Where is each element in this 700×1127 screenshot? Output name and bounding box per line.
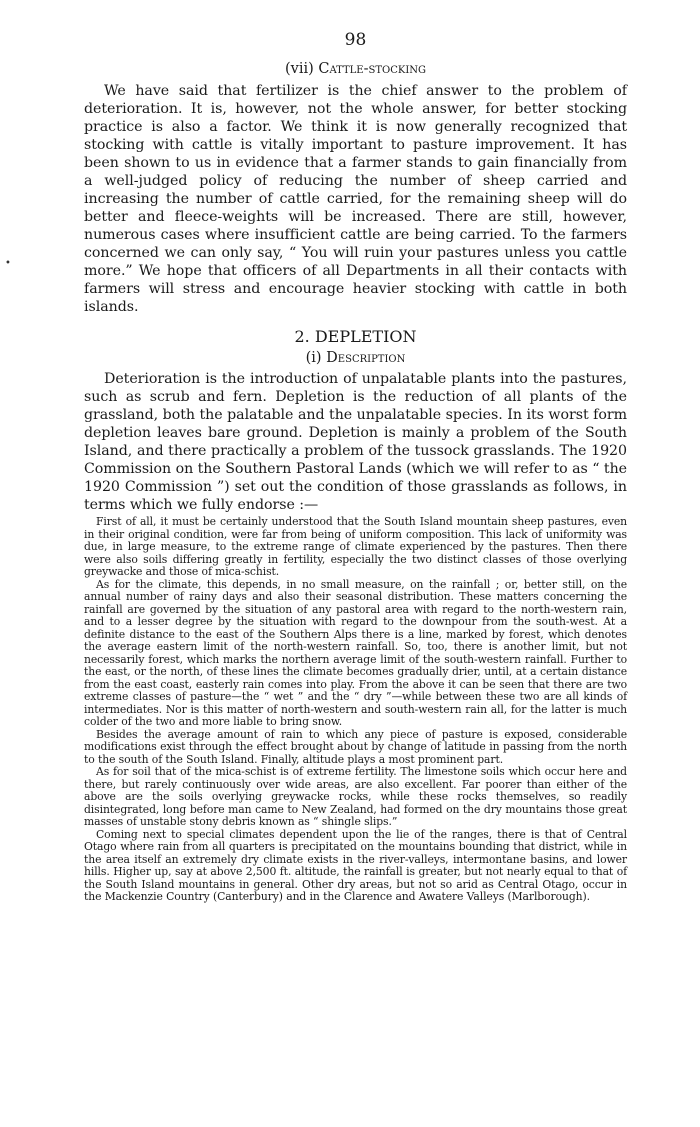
quotation-paragraph: As for the climate, this depends, in no small measure, on the rainfall ; or, better still, on the annual number of rainy days and also their seasonal distribution. These matters concerning the rainfall are governed by the situation of any pastoral area with regard to the north-western rain, and to a lesser degree by the situation with regard to the downpour from the south-west. At a definite distance to the east of the Southern Alps there is a line, marked by forest, which denotes the average eastern limit of the north-western rainfall. So, too, there is another limit, but not necessarily forest, which marks the northern average limit of the south-western rainfall. Further to the east, or the north, of these lines the climate becomes gradually drier, until, at a certain distance from the east coast, easterly rain comes into play. From the above it can be seen that there are two extreme classes of pasture—the “ wet ” and the “ dry ”—while between these two are all kinds of intermediates. Nor is this matter of north-western and south-western rain all, for the latter is much colder of the two and more liable to bring snow. — [84, 577, 627, 728]
depletion-paragraph: Deterioration is the introduction of unpalatable plants into the pastures, such as scrub and fern. Depletion is the reduction of all plants of the grassland, both the palatable and the unpalatable species. In its worst form depletion leaves bare ground. Depletion is mainly a problem of the South Island, and there practically a problem of the tussock grasslands. The 1920 Commission on the Southern Pastoral Lands (which we will refer to as “ the 1920 Commission ”) set out the condition of those grasslands as follows, in terms which we fully endorse :— — [84, 371, 627, 513]
quotation-paragraph: Besides the average amount of rain to which any piece of pasture is exposed, considerable modifications exist through the effect brought about by change of latitude in passing from the north to the south of the South Island. Finally, altitude plays a most prominent part. — [84, 727, 627, 766]
cattle-stocking-heading — [84, 60, 627, 78]
cattle-stocking-paragraph: We have said that fertilizer is the chief answer to the problem of deterioration. It is, however, not the whole answer, for better stocking practice is also a factor. We think it is now generally recognized that stocking with cattle is vitally important to pasture improvement. It has been shown to us in evidence that a farmer stands to gain financially from a well-judged policy of reducing the number of sheep carried and increasing the number of cattle carried, for the remaining sheep will do better and fleece-weights will be increased. There are still, however, numerous cases where insufficient cattle are being carried. To the farmers concerned we can only say, “ You will ruin your pastures unless you cattle more.” We hope that officers of all Departments in all their contacts with farmers will stress and encourage heavier stocking with cattle in both islands. — [84, 83, 627, 315]
document-page — [84, 30, 627, 904]
cattle-heading-number: (vii) — [284, 61, 314, 77]
quotation-paragraph: Coming next to special climates dependent upon the lie of the ranges, there is that of Central Otago where rain from all quarters is precipitated on the mountains bounding that district, while in the area itself an extremely dry climate exists in the river-valleys, intermontane basins, and lower hills. Higher up, say at above 2,500 ft. altitude, the rainfall is greater, but not nearly equal to that of the South Island mountains in general. Other dry areas, but not so arid as Central Otago, occur in the Mackenzie Country (Canterbury) and in the Clarence and Awatere Valleys (Marlborough). — [84, 827, 627, 903]
quotation-paragraph: First of all, it must be certainly understood that the South Island mountain sheep pastures, even in their original condition, were far from being of uniform composition. This lack of uniformity was due, in large measure, to the extreme range of climate experienced by the pastures. Then there were also soils differing greatly in fertility, especially the two distinct classes of those overlying greywacke and those of mica-schist. — [84, 515, 627, 578]
depletion-section-title: 2. DEPLETION — [294, 327, 417, 346]
cattle-heading-text: Cattle-stocking — [318, 61, 427, 77]
description-subheading-number: (i) — [305, 350, 322, 366]
description-subheading-text: Description — [326, 350, 406, 366]
commission-quotation — [84, 516, 627, 904]
page-number: 98 — [344, 30, 367, 50]
description-subheading — [84, 349, 627, 367]
quotation-paragraph: As for soil that of the mica-schist is of extreme fertility. The limestone soils which occur here and there, but rarely continuously over wide areas, are also excellent. Far poorer than either of the above are the soils overlying greywacke rocks, while these rocks themselves, so readily disintegrated, long before man came to New Zealand, had formed on the dry mountains those great masses of unstable stony debris known as “ shingle slips.” — [84, 765, 627, 828]
margin-dot-mark: • — [5, 258, 11, 269]
